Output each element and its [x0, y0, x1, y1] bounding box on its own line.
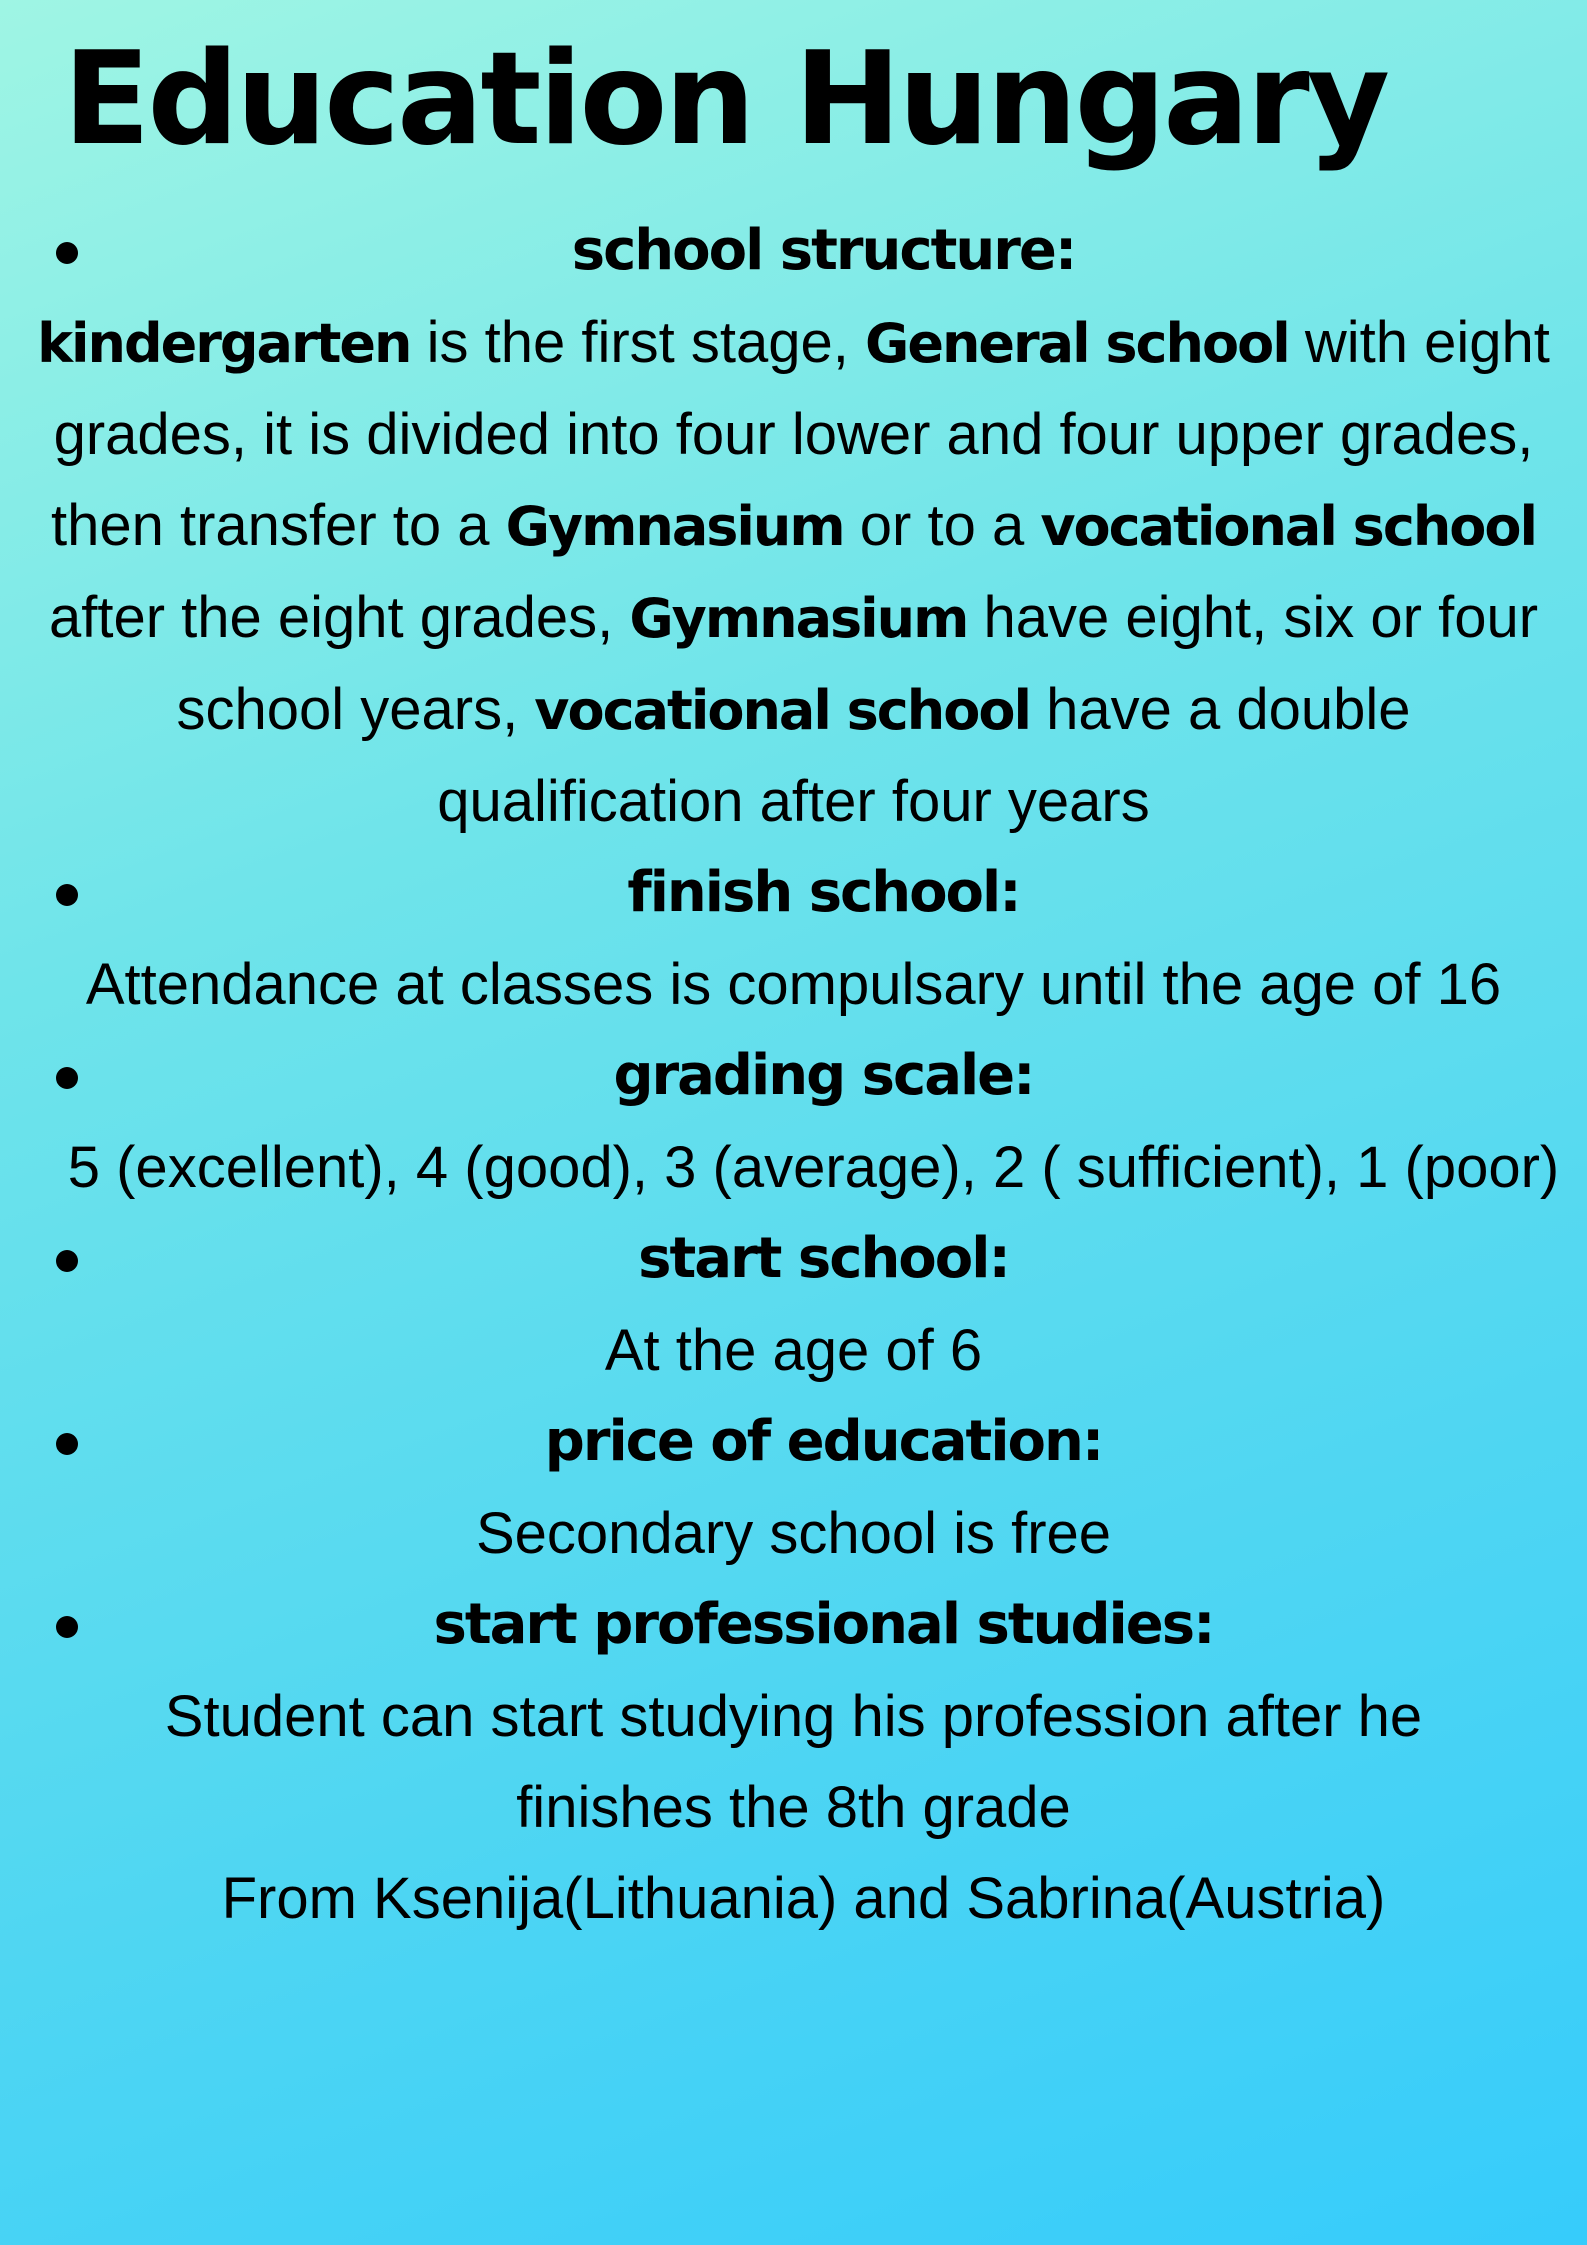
- vocational-school-term: vocational school: [1040, 495, 1536, 558]
- section-heading-professional-studies: [0, 1579, 1587, 1671]
- start-school-text: At the age of 6: [604, 1318, 983, 1383]
- text-fragment: is the first stage,: [410, 310, 866, 375]
- gymnasium-term: Gymnasium: [629, 587, 968, 650]
- bullet-icon: [56, 242, 78, 264]
- heading-text: grading scale:: [613, 1043, 1034, 1108]
- finish-school-text: Attendance at classes is compulsary until the age of 16: [85, 952, 1502, 1017]
- heading-text: start professional studies:: [433, 1592, 1214, 1657]
- price-of-education-text: Secondary school is free: [475, 1501, 1112, 1566]
- gymnasium-term: Gymnasium: [505, 495, 844, 558]
- heading-text: finish school:: [627, 860, 1020, 925]
- content: [0, 205, 1587, 1944]
- text-fragment: have eight, six or four school years,: [176, 585, 1539, 742]
- section-heading-start-school: [0, 1213, 1587, 1305]
- section-heading-school-structure: [0, 205, 1587, 297]
- vocational-school-term: vocational school: [534, 679, 1030, 742]
- section-heading-price-of-education: [0, 1396, 1587, 1488]
- kindergarten-term: kindergarten: [37, 312, 411, 375]
- text-fragment: after the eight grades,: [48, 585, 630, 650]
- school-structure-text: [0, 297, 1587, 847]
- section-heading-grading-scale: [0, 1030, 1587, 1122]
- bullet-icon: [56, 1250, 78, 1272]
- heading-text: start school:: [638, 1226, 1009, 1291]
- bullet-icon: [56, 1616, 78, 1638]
- professional-studies-text: Student can start studying his profession after he finishes the 8th grade: [164, 1684, 1423, 1840]
- text-fragment: with eight grades, it is divided into four lower and four upper grades, then transfer to a: [51, 310, 1550, 558]
- general-school-term: General school: [865, 312, 1289, 375]
- bullet-icon: [56, 884, 78, 906]
- grading-scale-text: 5 (excellent), 4 (good), 3 (average), 2 ( sufficient), 1 (poor): [67, 1135, 1560, 1200]
- page-title: Education Hungary: [62, 25, 1388, 174]
- text-fragment: or to a: [843, 493, 1041, 558]
- text-fragment: have a double qualification after four years: [437, 677, 1411, 834]
- bullet-icon: [56, 1433, 78, 1455]
- section-heading-finish-school: [0, 847, 1587, 939]
- authors-credit: From Ksenija(Lithuania) and Sabrina(Austria): [221, 1866, 1386, 1931]
- heading-text: school structure:: [571, 218, 1076, 283]
- heading-text: price of education:: [544, 1409, 1103, 1474]
- bullet-icon: [56, 1067, 78, 1089]
